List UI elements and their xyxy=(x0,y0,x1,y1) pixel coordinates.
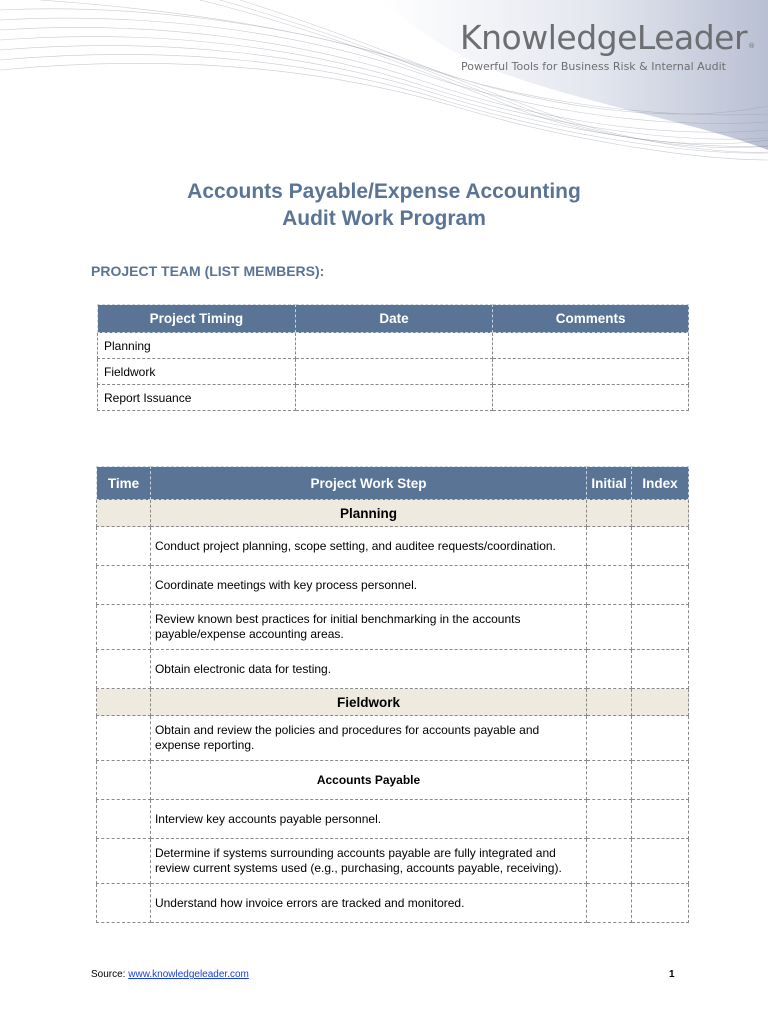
work-step-text: Review known best practices for initial benchmarking in the accounts payable/expense accounting areas. xyxy=(150,605,586,650)
section-row-fieldwork xyxy=(97,689,689,716)
work-header-row xyxy=(97,467,689,500)
timing-date-cell[interactable] xyxy=(295,385,493,411)
work-header-index: Index xyxy=(632,467,689,500)
table-row xyxy=(97,716,689,761)
timing-comments-cell[interactable] xyxy=(493,385,689,411)
work-step-text: Obtain and review the policies and procedures for accounts payable and expense reporting. xyxy=(150,716,586,761)
time-cell[interactable] xyxy=(97,761,151,800)
initial-cell[interactable] xyxy=(587,650,632,689)
work-step-text: Obtain electronic data for testing. xyxy=(150,650,586,689)
initial-cell[interactable] xyxy=(587,839,632,884)
initial-cell[interactable] xyxy=(587,689,632,716)
index-cell[interactable] xyxy=(632,527,689,566)
subheading-label: Accounts Payable xyxy=(150,761,586,800)
subheading-row xyxy=(97,761,689,800)
time-cell[interactable] xyxy=(97,566,151,605)
section-label: Fieldwork xyxy=(150,689,586,716)
timing-date-cell[interactable] xyxy=(295,359,493,385)
timing-phase-cell: Planning xyxy=(98,333,296,359)
time-cell[interactable] xyxy=(97,500,151,527)
time-cell[interactable] xyxy=(97,839,151,884)
index-cell[interactable] xyxy=(632,566,689,605)
initial-cell[interactable] xyxy=(587,716,632,761)
table-row xyxy=(97,884,689,923)
index-cell[interactable] xyxy=(632,761,689,800)
brand-logo: KnowledgeLeader® xyxy=(460,18,755,57)
initial-cell[interactable] xyxy=(587,605,632,650)
initial-cell[interactable] xyxy=(587,527,632,566)
time-cell[interactable] xyxy=(97,605,151,650)
work-step-text: Understand how invoice errors are tracked and monitored. xyxy=(150,884,586,923)
table-row xyxy=(97,650,689,689)
source-label: Source: xyxy=(91,969,129,980)
index-cell[interactable] xyxy=(632,800,689,839)
initial-cell[interactable] xyxy=(587,884,632,923)
work-step-text: Interview key accounts payable personnel. xyxy=(150,800,586,839)
index-cell[interactable] xyxy=(632,500,689,527)
timing-header-row xyxy=(98,305,689,333)
section-row-planning xyxy=(97,500,689,527)
time-cell[interactable] xyxy=(97,884,151,923)
time-cell[interactable] xyxy=(97,650,151,689)
footer-source xyxy=(91,969,249,980)
initial-cell[interactable] xyxy=(587,800,632,839)
project-team-label: PROJECT TEAM (LIST MEMBERS): xyxy=(91,263,325,279)
time-cell[interactable] xyxy=(97,527,151,566)
work-step-text: Coordinate meetings with key process personnel. xyxy=(150,566,586,605)
initial-cell[interactable] xyxy=(587,566,632,605)
work-header-initial: Initial xyxy=(587,467,632,500)
work-step-text: Determine if systems surrounding accounts payable are fully integrated and review current systems used (e.g., purchasing, accounts payable, receiving). xyxy=(150,839,586,884)
work-header-step: Project Work Step xyxy=(150,467,586,500)
time-cell[interactable] xyxy=(97,689,151,716)
timing-date-cell[interactable] xyxy=(295,333,493,359)
index-cell[interactable] xyxy=(632,716,689,761)
timing-phase-cell: Fieldwork xyxy=(98,359,296,385)
work-header-time: Time xyxy=(97,467,151,500)
index-cell[interactable] xyxy=(632,689,689,716)
table-row xyxy=(98,359,689,385)
table-row xyxy=(97,800,689,839)
table-row xyxy=(98,333,689,359)
table-row xyxy=(97,527,689,566)
table-row xyxy=(97,605,689,650)
timing-header-cell: Comments xyxy=(493,305,689,333)
document-title-line2: Audit Work Program xyxy=(282,207,486,230)
timing-comments-cell[interactable] xyxy=(493,359,689,385)
timing-comments-cell[interactable] xyxy=(493,333,689,359)
index-cell[interactable] xyxy=(632,605,689,650)
initial-cell[interactable] xyxy=(587,500,632,527)
time-cell[interactable] xyxy=(97,800,151,839)
document-title-line1: Accounts Payable/Expense Accounting xyxy=(187,180,581,203)
index-cell[interactable] xyxy=(632,839,689,884)
work-program-table xyxy=(96,466,689,923)
page-number: 1 xyxy=(669,969,675,980)
initial-cell[interactable] xyxy=(587,761,632,800)
timing-header-cell: Project Timing xyxy=(98,305,296,333)
index-cell[interactable] xyxy=(632,884,689,923)
table-row xyxy=(97,839,689,884)
timing-phase-cell: Report Issuance xyxy=(98,385,296,411)
index-cell[interactable] xyxy=(632,650,689,689)
brand-tagline: Powerful Tools for Business Risk & Internal Audit xyxy=(461,60,726,73)
project-timing-table xyxy=(97,304,689,411)
time-cell[interactable] xyxy=(97,716,151,761)
source-link[interactable]: www.knowledgeleader.com xyxy=(128,969,249,980)
table-row xyxy=(98,385,689,411)
section-label: Planning xyxy=(150,500,586,527)
timing-header-cell: Date xyxy=(295,305,493,333)
work-step-text: Conduct project planning, scope setting, and auditee requests/coordination. xyxy=(150,527,586,566)
table-row xyxy=(97,566,689,605)
